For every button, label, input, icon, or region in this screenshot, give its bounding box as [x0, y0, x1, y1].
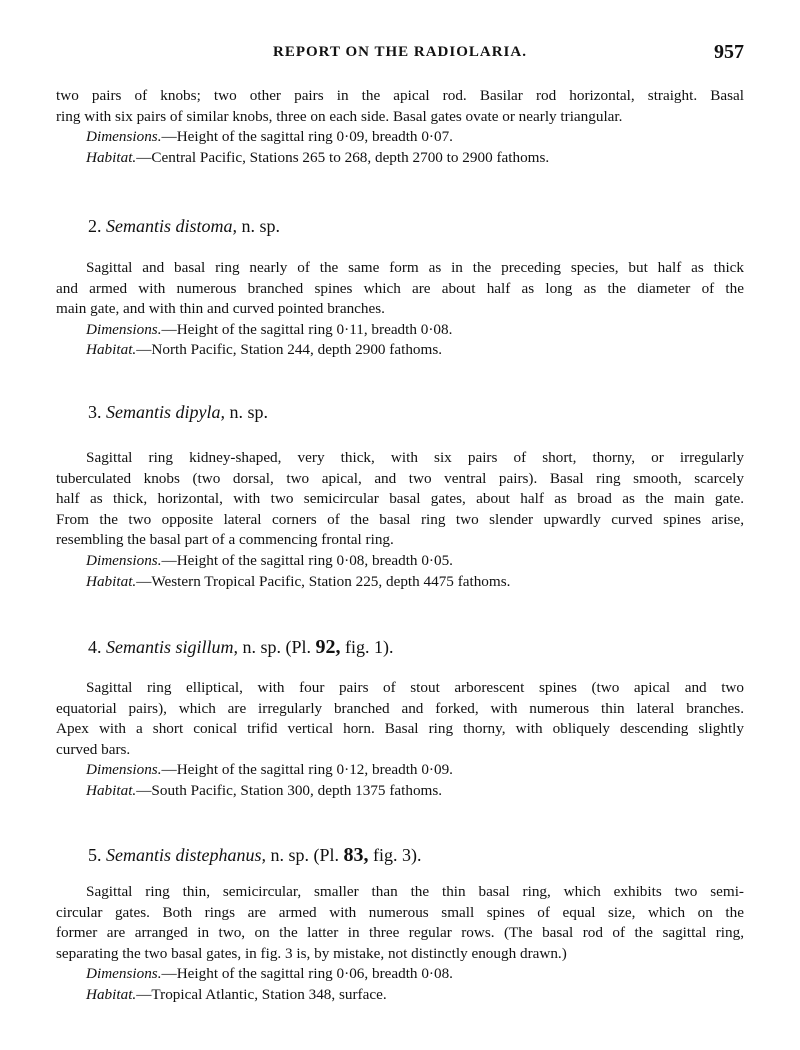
text-line: From the two opposite lateral corners of the basal ring two slender upwardly curved spines arise, — [56, 510, 744, 528]
habitat-label: Habitat. — [86, 148, 137, 166]
dimensions-line — [56, 760, 744, 781]
dimensions-label: Dimensions. — [86, 965, 162, 983]
text-line: Sagittal ring kidney-shaped, very thick, with six pairs of short, thorny, or irregularly — [86, 449, 744, 466]
dimensions-label: Dimensions. — [86, 320, 162, 338]
species-suffix: n. sp. — [229, 402, 269, 422]
text-line: Sagittal ring elliptical, with four pairs of stout arborescent spines (two apical and two — [86, 679, 744, 696]
dimensions-line — [56, 127, 744, 148]
species-name: Semantis distephanus, — [106, 845, 266, 865]
dimensions-text: —Height of the sagittal ring 0·11, breadth 0·08. — [161, 320, 453, 338]
species-name: Semantis sigillum, — [106, 637, 239, 657]
species-number: 4. — [88, 637, 102, 657]
habitat-line — [56, 572, 744, 593]
species-heading — [88, 216, 280, 237]
plate-number: 83, — [343, 844, 369, 866]
text-line: former are arranged in two, on the latter in three regular rows. (The basal rod of the sagittal ring, — [56, 924, 744, 942]
habitat-line — [56, 148, 744, 169]
species-number: 2. — [88, 216, 102, 236]
habitat-line — [56, 340, 744, 361]
text-line: and armed with numerous branched spines which are about half as long as the diameter of the — [56, 279, 744, 297]
text-line: two pairs of knobs; two other pairs in the apical rod. Basilar rod horizontal, straight. Basal — [56, 87, 744, 104]
dimensions-label: Dimensions. — [86, 761, 162, 779]
species-number: 5. — [88, 845, 102, 865]
text-line: equatorial pairs), which are irregularly branched and forked, with numerous thin lateral branches. — [56, 699, 744, 717]
text-line: tuberculated knobs (two dorsal, two apical, and two ventral pairs). Basal ring smooth, scarcely — [56, 469, 744, 487]
species-heading — [88, 636, 394, 659]
page-number: 957 — [714, 41, 744, 63]
plate-number: 92, — [315, 636, 341, 658]
dimensions-line — [56, 964, 744, 985]
species-heading — [88, 402, 268, 423]
species-description — [56, 258, 744, 361]
habitat-text: —South Pacific, Station 300, depth 1375 fathoms. — [136, 781, 443, 799]
text-line: circular gates. Both rings are armed with numerous small spines of equal size, which on the — [56, 903, 744, 921]
habitat-text: —Tropical Atlantic, Station 348, surface. — [136, 985, 387, 1003]
species-name: Semantis distoma, — [106, 216, 238, 236]
text-line: separating the two basal gates, in fig. 3 is, by mistake, not distinctly enough drawn.) — [56, 944, 567, 962]
dimensions-text: —Height of the sagittal ring 0·09, breadth 0·07. — [161, 128, 453, 146]
species-name: Semantis dipyla, — [106, 402, 225, 422]
text-line: Sagittal and basal ring nearly of the same form as in the preceding species, but half as thick — [86, 259, 744, 276]
text-line: curved bars. — [56, 740, 131, 758]
species-suffix: n. sp. (Pl. — [242, 637, 312, 657]
dimensions-text: —Height of the sagittal ring 0·08, breadth 0·05. — [161, 551, 453, 569]
species-description — [56, 448, 744, 592]
figure-reference: fig. 3). — [373, 845, 422, 865]
habitat-label: Habitat. — [86, 572, 137, 590]
text-line: resembling the basal part of a commencing frontal ring. — [56, 531, 394, 549]
text-line: half as thick, horizontal, with two semicircular basal gates, about half as broad as the main gate. — [56, 490, 744, 508]
text-line: main gate, and with thin and curved pointed branches. — [56, 300, 385, 318]
habitat-label: Habitat. — [86, 985, 137, 1003]
habitat-label: Habitat. — [86, 341, 137, 359]
figure-reference: fig. 1). — [345, 637, 394, 657]
species-number: 3. — [88, 402, 102, 422]
text-line: ring with six pairs of similar knobs, three on each side. Basal gates ovate or nearly triangular. — [56, 107, 623, 125]
dimensions-line — [56, 551, 744, 572]
running-title: REPORT ON THE RADIOLARIA. — [273, 44, 527, 60]
dimensions-text: —Height of the sagittal ring 0·12, breadth 0·09. — [161, 761, 453, 779]
habitat-line — [56, 781, 744, 802]
dimensions-text: —Height of the sagittal ring 0·06, breadth 0·08. — [161, 965, 453, 983]
species-description — [56, 882, 744, 1006]
habitat-line — [56, 985, 744, 1006]
dimensions-line — [56, 320, 744, 341]
page-header — [0, 41, 800, 68]
habitat-text: —Western Tropical Pacific, Station 225, depth 4475 fathoms. — [136, 572, 511, 590]
species-suffix: n. sp. (Pl. — [270, 845, 340, 865]
continuation-paragraph — [56, 86, 744, 168]
habitat-text: —Central Pacific, Stations 265 to 268, depth 2700 to 2900 fathoms. — [136, 148, 550, 166]
dimensions-label: Dimensions. — [86, 551, 162, 569]
species-heading — [88, 844, 422, 867]
text-line: Apex with a short conical trifid vertical horn. Basal ring thorny, with obliquely descending slightly — [56, 720, 744, 738]
dimensions-label: Dimensions. — [86, 128, 162, 146]
species-description — [56, 678, 744, 802]
species-suffix: n. sp. — [241, 216, 281, 236]
text-line: Sagittal ring thin, semicircular, smaller than the thin basal ring, which exhibits two semi- — [86, 883, 744, 900]
habitat-text: —North Pacific, Station 244, depth 2900 fathoms. — [136, 341, 443, 359]
habitat-label: Habitat. — [86, 781, 137, 799]
